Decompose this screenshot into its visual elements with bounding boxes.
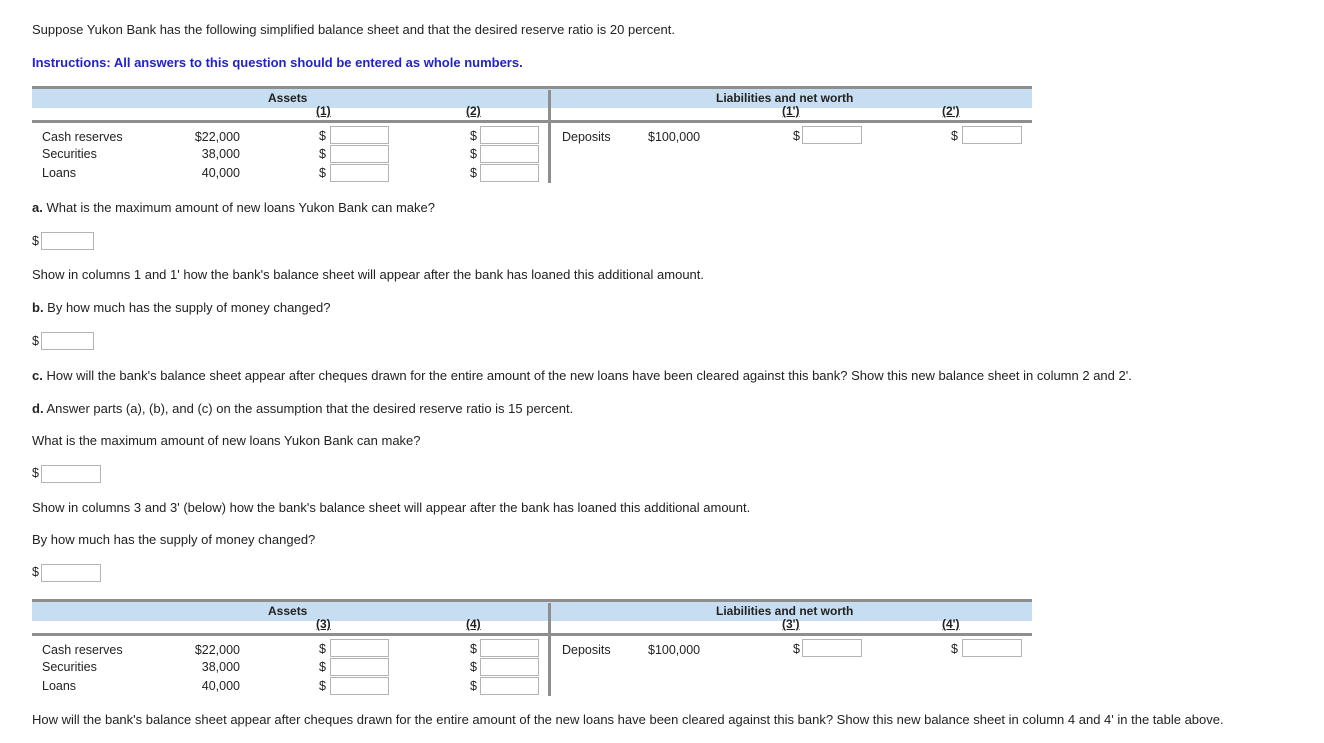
dollar-sign: $ bbox=[793, 129, 800, 143]
dollar-sign: $ bbox=[951, 129, 958, 143]
table-vertical-divider bbox=[548, 603, 551, 696]
row-value-loans: 40,000 bbox=[201, 166, 240, 180]
dollar-sign: $ bbox=[32, 234, 39, 248]
balance-sheet-2 bbox=[32, 599, 1032, 699]
col-header-4: (4) bbox=[466, 617, 481, 631]
question-d bbox=[32, 401, 573, 416]
money-supply-change-input-b[interactable] bbox=[41, 332, 94, 350]
deposits-label: Deposits bbox=[562, 130, 611, 144]
max-new-loans-input-a[interactable] bbox=[41, 232, 94, 250]
col3-securities-input[interactable] bbox=[330, 658, 389, 676]
col2-securities-input[interactable] bbox=[480, 145, 539, 163]
liabilities-header: Liabilities and net worth bbox=[716, 604, 854, 618]
col4-securities-input[interactable] bbox=[480, 658, 539, 676]
col1-prime-deposits-input[interactable] bbox=[802, 126, 862, 144]
show-columns-3-text: Show in columns 3 and 3' (below) how the bank's balance sheet will appear after the bank has loaned this additional amount. bbox=[32, 500, 751, 515]
question-text: How will the bank's balance sheet appear after cheques drawn for the entire amount of the new loans have been cleared against this bank? Show this new balance sheet in column 2 and 2'. bbox=[42, 368, 1132, 383]
col4-prime-deposits-input[interactable] bbox=[962, 639, 1022, 657]
col2-loans-input[interactable] bbox=[480, 164, 539, 182]
col3-prime-deposits-input[interactable] bbox=[802, 639, 862, 657]
row-label-loans: Loans bbox=[42, 166, 77, 180]
dollar-sign: $ bbox=[319, 166, 326, 180]
col3-cash-reserves-input[interactable] bbox=[330, 639, 389, 657]
row-label-securities: Securities bbox=[42, 660, 97, 674]
dollar-sign: $ bbox=[470, 166, 477, 180]
row-label-cash-reserves: Cash reserves bbox=[42, 643, 123, 657]
col1-loans-input[interactable] bbox=[330, 164, 389, 182]
table-divider bbox=[32, 633, 1032, 636]
dollar-sign: $ bbox=[470, 147, 477, 161]
dollar-sign: $ bbox=[470, 679, 477, 693]
max-new-loans-input-d[interactable] bbox=[41, 465, 101, 483]
final-question-text: How will the bank's balance sheet appear after cheques drawn for the entire amount of the new loans have been cleared against this bank? Show this new balance sheet in column 4 and 4' in the table above. bbox=[32, 712, 1224, 727]
question-c bbox=[32, 368, 1132, 383]
question-text: By how much has the supply of money changed? bbox=[43, 300, 331, 315]
deposits-label: Deposits bbox=[562, 643, 611, 657]
dollar-sign: $ bbox=[319, 660, 326, 674]
col4-loans-input[interactable] bbox=[480, 677, 539, 695]
dollar-sign: $ bbox=[32, 466, 39, 480]
row-label-securities: Securities bbox=[42, 147, 97, 161]
show-columns-1-text: Show in columns 1 and 1' how the bank's balance sheet will appear after the bank has loaned this additional amount. bbox=[32, 267, 705, 282]
row-label-loans: Loans bbox=[42, 679, 77, 693]
dollar-sign: $ bbox=[319, 642, 326, 656]
question-letter: b. bbox=[32, 300, 44, 315]
dollar-sign: $ bbox=[319, 679, 326, 693]
question-letter: a. bbox=[32, 200, 43, 215]
instructions-text: Instructions: All answers to this question should be entered as whole numbers. bbox=[32, 55, 523, 70]
question-text: Answer parts (a), (b), and (c) on the assumption that the desired reserve ratio is 15 percent. bbox=[43, 401, 574, 416]
dollar-sign: $ bbox=[470, 660, 477, 674]
question-a bbox=[32, 200, 435, 215]
dollar-sign: $ bbox=[319, 129, 326, 143]
question-letter: d. bbox=[32, 401, 44, 416]
liabilities-header: Liabilities and net worth bbox=[716, 91, 854, 105]
assets-header: Assets bbox=[268, 604, 308, 618]
balance-sheet-1 bbox=[32, 86, 1032, 186]
table-vertical-divider bbox=[548, 90, 551, 183]
row-value-cash-reserves: $22,000 bbox=[194, 130, 240, 144]
col1-cash-reserves-input[interactable] bbox=[330, 126, 389, 144]
dollar-sign: $ bbox=[793, 642, 800, 656]
dollar-sign: $ bbox=[32, 565, 39, 579]
col-header-3-prime: (3') bbox=[782, 617, 800, 631]
table-header-band bbox=[32, 86, 1032, 108]
question-b bbox=[32, 300, 330, 315]
dollar-sign: $ bbox=[951, 642, 958, 656]
question-d-money-change: By how much has the supply of money changed? bbox=[32, 532, 316, 547]
col-header-2-prime: (2') bbox=[942, 104, 960, 118]
col2-prime-deposits-input[interactable] bbox=[962, 126, 1022, 144]
row-value-cash-reserves: $22,000 bbox=[194, 643, 240, 657]
deposits-value: $100,000 bbox=[648, 130, 701, 144]
assets-header: Assets bbox=[268, 91, 308, 105]
dollar-sign: $ bbox=[470, 129, 477, 143]
dollar-sign: $ bbox=[319, 147, 326, 161]
col2-cash-reserves-input[interactable] bbox=[480, 126, 539, 144]
col-header-1-prime: (1') bbox=[782, 104, 800, 118]
col-header-1: (1) bbox=[316, 104, 331, 118]
col-header-2: (2) bbox=[466, 104, 481, 118]
table-divider bbox=[32, 120, 1032, 123]
dollar-sign: $ bbox=[470, 642, 477, 656]
deposits-value: $100,000 bbox=[648, 643, 701, 657]
row-value-securities: 38,000 bbox=[201, 147, 240, 161]
question-d-max-loans: What is the maximum amount of new loans Yukon Bank can make? bbox=[32, 433, 421, 448]
row-label-cash-reserves: Cash reserves bbox=[42, 130, 123, 144]
col-header-4-prime: (4') bbox=[942, 617, 960, 631]
row-value-securities: 38,000 bbox=[201, 660, 240, 674]
table-header-band bbox=[32, 599, 1032, 621]
row-value-loans: 40,000 bbox=[201, 679, 240, 693]
dollar-sign: $ bbox=[32, 334, 39, 348]
col4-cash-reserves-input[interactable] bbox=[480, 639, 539, 657]
col1-securities-input[interactable] bbox=[330, 145, 389, 163]
money-supply-change-input-d[interactable] bbox=[41, 564, 101, 582]
question-text: What is the maximum amount of new loans Yukon Bank can make? bbox=[42, 200, 435, 215]
col3-loans-input[interactable] bbox=[330, 677, 389, 695]
intro-text: Suppose Yukon Bank has the following simplified balance sheet and that the desired reserve ratio is 20 percent. bbox=[32, 22, 675, 37]
col-header-3: (3) bbox=[316, 617, 331, 631]
question-letter: c. bbox=[32, 368, 43, 383]
